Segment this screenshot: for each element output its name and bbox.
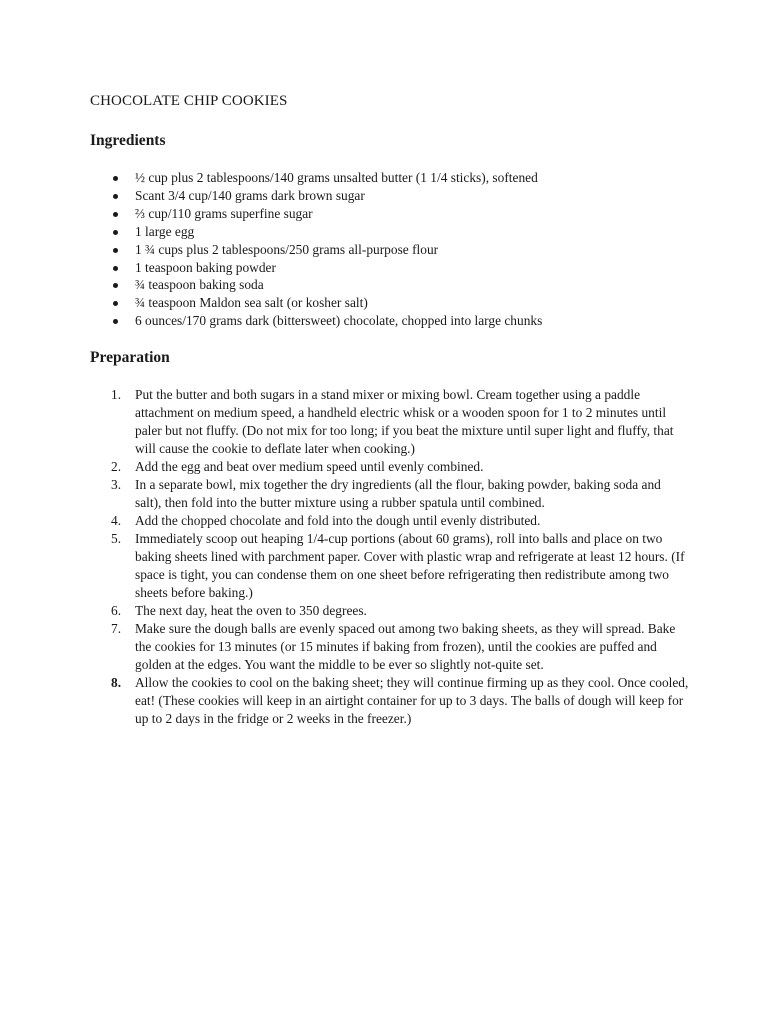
list-item xyxy=(90,276,542,294)
bullet-icon xyxy=(113,212,118,217)
list-item xyxy=(90,241,542,259)
step-number: 4. xyxy=(111,513,122,528)
ingredient-text: ¾ teaspoon Maldon sea salt (or kosher salt) xyxy=(135,295,368,311)
step-text: Put the butter and both sugars in a stand mixer or mixing bowl. Cream together using a paddle attachment on medium speed, a handheld electric whisk or a wooden spoon for 1 to 2 minutes until paler but not fluffy. (Do not mix for too long; if you beat the mixture until super light and fluffy, that will cause the cookie to deflate later when cooking.) xyxy=(135,387,674,456)
step-item xyxy=(90,674,690,728)
step-text: Add the chopped chocolate and fold into the dough until evenly distributed. xyxy=(135,513,541,528)
step-item xyxy=(90,530,690,602)
preparation-steps-list xyxy=(90,386,690,728)
step-text: Make sure the dough balls are evenly spaced out among two baking sheets, as they will spread. Bake the cookies for 13 minutes (or 15 minutes if baking from frozen), until the cookies are puffed and golden at the edges. You want the middle to be ever so slightly not-quite set. xyxy=(135,621,676,672)
list-item xyxy=(90,205,542,223)
bullet-icon xyxy=(113,194,118,199)
ingredient-text: 1 ¾ cups plus 2 tablespoons/250 grams all-purpose flour xyxy=(135,241,439,257)
bullet-icon xyxy=(113,176,118,181)
bullet-icon xyxy=(113,283,118,288)
preparation-heading: Preparation xyxy=(90,349,170,366)
step-text: Immediately scoop out heaping 1/4-cup portions (about 60 grams), roll into balls and place on two baking sheets lined with parchment paper. Cover with plastic wrap and refrigerate at least 12 hours. (If space is tight, you can condense them on one sheet before refrigerating then redistribute among two sheets before baking.) xyxy=(135,531,685,600)
step-number: 7. xyxy=(111,621,122,636)
step-item xyxy=(90,512,690,530)
list-item xyxy=(90,294,542,312)
step-number: 1. xyxy=(111,387,122,402)
bullet-icon xyxy=(113,266,118,271)
step-number: 3. xyxy=(111,477,122,492)
list-item xyxy=(90,169,542,187)
page-title: CHOCOLATE CHIP COOKIES xyxy=(90,93,288,109)
step-item xyxy=(90,386,690,458)
step-text: Allow the cookies to cool on the baking sheet; they will continue firming up as they cool. Once cooled, eat! (These cookies will keep in an airtight container for up to 3 days. The balls of dough will keep for up to 2 days in the fridge or 2 weeks in the freezer.) xyxy=(135,675,689,726)
ingredient-text: 1 large egg xyxy=(135,223,195,239)
step-number: 2. xyxy=(111,459,122,474)
step-item xyxy=(90,476,690,512)
ingredient-text: Scant 3/4 cup/140 grams dark brown sugar xyxy=(135,187,365,203)
ingredients-list xyxy=(90,169,542,330)
ingredient-text: ¾ teaspoon baking soda xyxy=(135,277,264,293)
ingredient-text: 1 teaspoon baking powder xyxy=(135,259,276,275)
bullet-icon xyxy=(113,319,118,324)
list-item xyxy=(90,223,542,241)
ingredient-text: 6 ounces/170 grams dark (bittersweet) chocolate, chopped into large chunks xyxy=(135,313,543,329)
step-item xyxy=(90,620,690,674)
bullet-icon xyxy=(113,248,118,253)
step-number: 8. xyxy=(111,675,122,690)
step-text: Add the egg and beat over medium speed until evenly combined. xyxy=(135,459,484,474)
step-item xyxy=(90,602,690,620)
ingredients-heading: Ingredients xyxy=(90,132,166,149)
list-item xyxy=(90,259,542,277)
bullet-icon xyxy=(113,301,118,306)
bullet-icon xyxy=(113,230,118,235)
list-item xyxy=(90,187,542,205)
ingredient-text: ⅔ cup/110 grams superfine sugar xyxy=(135,205,313,221)
step-number: 6. xyxy=(111,603,122,618)
step-number: 5. xyxy=(111,531,122,546)
step-text: In a separate bowl, mix together the dry ingredients (all the flour, baking powder, baking soda and salt), then fold into the butter mixture using a rubber spatula until combined. xyxy=(135,477,661,510)
ingredient-text: ½ cup plus 2 tablespoons/140 grams unsalted butter (1 1/4 sticks), softened xyxy=(135,170,538,185)
step-item xyxy=(90,458,690,476)
step-text: The next day, heat the oven to 350 degrees. xyxy=(135,603,367,618)
list-item xyxy=(90,312,542,330)
